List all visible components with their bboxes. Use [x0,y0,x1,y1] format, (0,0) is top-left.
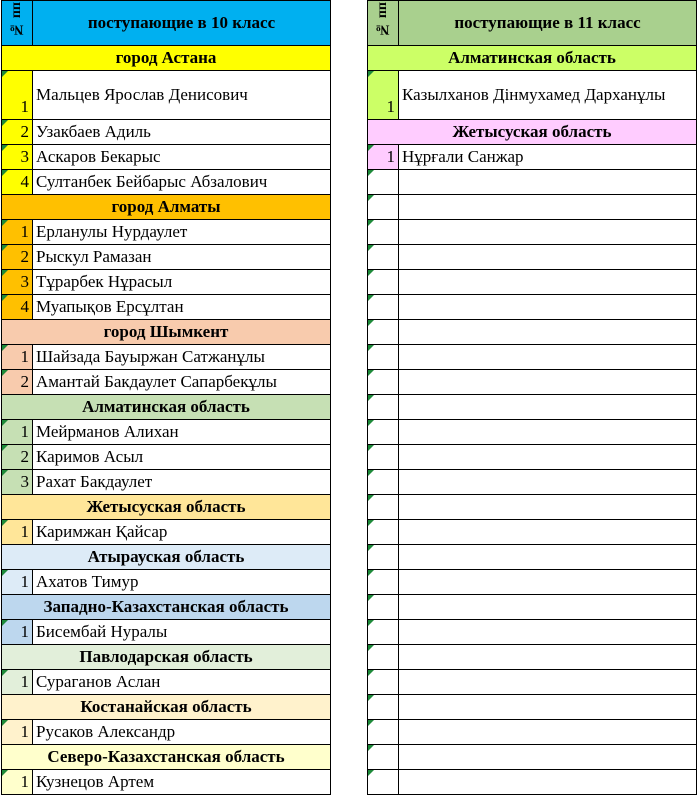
empty-number-cell [368,620,399,645]
row-number: 2 [2,445,33,470]
empty-number-cell [368,770,399,795]
empty-name-cell [399,395,697,420]
empty-row [368,395,697,420]
number-column-label: № пп [9,2,24,37]
empty-number-cell [368,570,399,595]
column-header: поступающие в 10 класс [33,1,331,46]
empty-name-cell [399,720,697,745]
list-item [2,445,331,470]
region-heading: Жетысуская область [368,120,697,145]
column-header: поступающие в 11 класс [399,1,697,46]
empty-name-cell [399,595,697,620]
row-number: 1 [2,420,33,445]
empty-row [368,770,697,795]
list-item [2,370,331,395]
region-row [2,645,331,670]
list-item [2,220,331,245]
row-number: 2 [2,245,33,270]
empty-name-cell [399,420,697,445]
region-row [2,545,331,570]
region-heading: Костанайская область [2,695,331,720]
student-name: Тұрарбек Нұрасыл [33,270,331,295]
empty-row [368,645,697,670]
student-name: Рахат Бакдаулет [33,470,331,495]
student-name: Узакбаев Адиль [33,120,331,145]
list-item [2,170,331,195]
row-number: 1 [368,71,399,120]
empty-name-cell [399,170,697,195]
region-heading: Северо-Казахстанская область [2,745,331,770]
student-name: Амантай Бакдаулет Сапарбекұлы [33,370,331,395]
row-number: 4 [2,170,33,195]
empty-name-cell [399,570,697,595]
empty-number-cell [368,445,399,470]
empty-row [368,745,697,770]
list-item [2,470,331,495]
region-heading: Западно-Казахстанская область [2,595,331,620]
empty-name-cell [399,270,697,295]
header-row [368,1,697,46]
empty-row [368,320,697,345]
region-row [2,745,331,770]
region-heading: город Алматы [2,195,331,220]
empty-number-cell [368,420,399,445]
region-row [368,46,697,71]
list-item [2,770,331,795]
empty-name-cell [399,470,697,495]
empty-row [368,420,697,445]
empty-number-cell [368,170,399,195]
student-name: Ерланулы Нурдаулет [33,220,331,245]
list-item [2,420,331,445]
empty-row [368,470,697,495]
empty-row [368,595,697,620]
empty-row [368,245,697,270]
empty-name-cell [399,520,697,545]
empty-name-cell [399,770,697,795]
student-name: Рыскул Рамазан [33,245,331,270]
region-row [2,695,331,720]
row-number: 3 [2,270,33,295]
empty-row [368,520,697,545]
list-item [2,720,331,745]
student-name: Русаков Александр [33,720,331,745]
list-item [2,270,331,295]
list-item [2,520,331,545]
student-name: Каримжан Қайсар [33,520,331,545]
row-number: 1 [2,220,33,245]
empty-row [368,295,697,320]
empty-number-cell [368,320,399,345]
empty-row [368,545,697,570]
region-heading: Алматинская область [368,46,697,71]
row-number: 2 [2,120,33,145]
row-number: 1 [2,670,33,695]
right-table [367,0,697,795]
row-number: 1 [368,145,399,170]
empty-number-cell [368,545,399,570]
empty-row [368,445,697,470]
student-name: Мейрманов Алихан [33,420,331,445]
student-name: Бисембай Нуралы [33,620,331,645]
student-name: Ахатов Тимур [33,570,331,595]
row-number: 3 [2,145,33,170]
empty-row [368,720,697,745]
row-number: 1 [2,770,33,795]
header-row [2,1,331,46]
empty-name-cell [399,545,697,570]
region-heading: город Астана [2,46,331,71]
row-number: 1 [2,620,33,645]
region-row [2,395,331,420]
empty-number-cell [368,645,399,670]
empty-number-cell [368,670,399,695]
student-name: Аскаров Бекарыс [33,145,331,170]
row-number: 1 [2,720,33,745]
empty-number-cell [368,595,399,620]
empty-row [368,195,697,220]
number-column-label: № пп [375,2,390,37]
row-number: 2 [2,370,33,395]
empty-row [368,495,697,520]
region-row [2,495,331,520]
empty-number-cell [368,245,399,270]
empty-name-cell [399,220,697,245]
empty-name-cell [399,195,697,220]
student-name: Сураганов Аслан [33,670,331,695]
empty-name-cell [399,320,697,345]
empty-name-cell [399,620,697,645]
empty-name-cell [399,345,697,370]
student-name: Султанбек Бейбарыс Абзалович [33,170,331,195]
region-heading: Павлодарская область [2,645,331,670]
empty-name-cell [399,295,697,320]
student-name: Нұрғали Санжар [399,145,697,170]
row-number: 4 [2,295,33,320]
empty-number-cell [368,720,399,745]
empty-row [368,370,697,395]
student-name: Шайзада Бауыржан Сатжанұлы [33,345,331,370]
empty-row [368,570,697,595]
empty-name-cell [399,245,697,270]
empty-number-cell [368,195,399,220]
empty-number-cell [368,270,399,295]
list-item [2,620,331,645]
empty-number-cell [368,470,399,495]
region-heading: Алматинская область [2,395,331,420]
region-row [2,46,331,71]
student-name: Муапықов Ерсұлтан [33,295,331,320]
empty-number-cell [368,345,399,370]
row-number: 1 [2,71,33,120]
list-item [2,245,331,270]
empty-number-cell [368,295,399,320]
student-name: Кузнецов Артем [33,770,331,795]
list-item [368,71,697,120]
list-item [2,145,331,170]
row-number: 1 [2,570,33,595]
list-item [368,145,697,170]
row-number: 3 [2,470,33,495]
empty-row [368,170,697,195]
row-number: 1 [2,520,33,545]
empty-name-cell [399,670,697,695]
empty-number-cell [368,520,399,545]
empty-number-cell [368,370,399,395]
empty-row [368,670,697,695]
list-item [2,670,331,695]
list-item [2,570,331,595]
region-heading: Жетысуская область [2,495,331,520]
empty-name-cell [399,645,697,670]
empty-number-cell [368,395,399,420]
empty-name-cell [399,495,697,520]
student-name: Казылханов Дінмухамед Дарханұлы [399,71,697,120]
empty-number-cell [368,220,399,245]
number-column-header [368,1,399,46]
region-heading: Атырауская область [2,545,331,570]
empty-number-cell [368,695,399,720]
region-heading: город Шымкент [2,320,331,345]
region-row [368,120,697,145]
empty-row [368,220,697,245]
region-row [2,595,331,620]
region-row [2,320,331,345]
empty-number-cell [368,495,399,520]
empty-number-cell [368,745,399,770]
region-row [2,195,331,220]
empty-name-cell [399,745,697,770]
empty-row [368,270,697,295]
student-name: Каримов Асыл [33,445,331,470]
student-name: Мальцев Ярослав Денисович [33,71,331,120]
empty-row [368,620,697,645]
empty-name-cell [399,445,697,470]
list-item [2,345,331,370]
list-item [2,120,331,145]
empty-name-cell [399,695,697,720]
left-table [1,0,331,795]
empty-row [368,345,697,370]
row-number: 1 [2,345,33,370]
number-column-header [2,1,33,46]
empty-name-cell [399,370,697,395]
empty-row [368,695,697,720]
list-item [2,71,331,120]
list-item [2,295,331,320]
